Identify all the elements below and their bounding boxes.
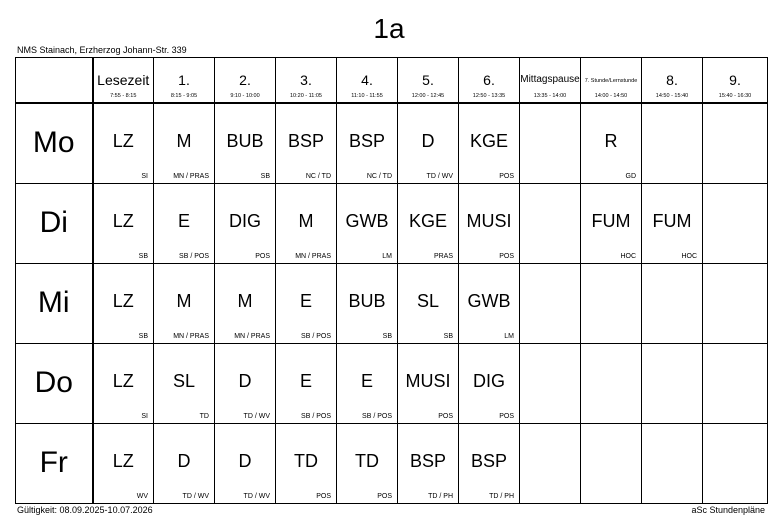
day-label: Mo — [32, 126, 75, 159]
period-name: Lesezeit — [97, 72, 150, 88]
period-time: 12:50 - 13:35 — [472, 93, 506, 99]
lesson-cell — [276, 344, 337, 424]
lesson-teacher: SB / POS — [179, 253, 209, 260]
lesson-teacher: SI — [141, 413, 148, 420]
lesson-cell — [276, 424, 337, 504]
lesson-teacher: HOC — [681, 253, 697, 260]
lesson-subject: M — [176, 291, 192, 311]
lesson-cell — [642, 184, 703, 264]
lesson-cell — [398, 184, 459, 264]
lesson-teacher: SB — [138, 253, 148, 260]
lesson-subject: D — [238, 371, 252, 391]
lesson-teacher: TD / WV — [243, 493, 270, 500]
period-time: 13:35 - 14:00 — [533, 93, 567, 99]
lesson-teacher: SI — [141, 173, 148, 180]
lesson-subject: M — [298, 211, 314, 231]
lesson-cell — [215, 103, 276, 184]
lesson-cell — [337, 184, 398, 264]
lesson-cell — [276, 264, 337, 344]
day-row — [16, 184, 768, 264]
lesson-cell — [459, 264, 520, 344]
lesson-cell — [642, 424, 703, 504]
lesson-teacher: NC / TD — [366, 173, 392, 180]
lesson-teacher: MN / PRAS — [173, 173, 209, 180]
lesson-teacher: MN / PRAS — [173, 333, 209, 340]
period-header — [642, 58, 703, 104]
period-time: 12:00 - 12:45 — [411, 93, 445, 99]
period-time: 14:00 - 14:50 — [594, 93, 628, 99]
period-header — [581, 58, 642, 104]
lesson-teacher: POS — [499, 253, 514, 260]
lesson-cell — [459, 424, 520, 504]
day-label: Mi — [37, 286, 70, 319]
lesson-cell — [520, 264, 581, 344]
lesson-cell — [93, 424, 154, 504]
day-row — [16, 424, 768, 504]
lesson-teacher: MN / PRAS — [234, 333, 270, 340]
lesson-cell — [154, 424, 215, 504]
lesson-cell — [154, 344, 215, 424]
period-time: 7:55 - 8:15 — [110, 93, 137, 99]
lesson-subject: LZ — [112, 211, 134, 231]
lesson-teacher: SB — [260, 173, 270, 180]
lesson-subject: BUB — [226, 131, 264, 151]
lesson-teacher: TD / PH — [428, 493, 453, 500]
lesson-cell — [703, 103, 768, 184]
lesson-subject: SL — [172, 371, 196, 391]
lesson-subject: LZ — [112, 291, 134, 311]
lesson-subject: D — [421, 131, 435, 151]
lesson-teacher: PRAS — [433, 253, 453, 260]
period-name: 7. Stunde/Lernstunde — [584, 78, 638, 84]
period-header — [337, 58, 398, 104]
corner-cell — [16, 58, 93, 104]
lesson-teacher: NC / TD — [305, 173, 331, 180]
lesson-teacher: POS — [499, 413, 514, 420]
lesson-subject: TD — [294, 451, 318, 471]
period-header — [703, 58, 768, 104]
lesson-teacher: GD — [625, 173, 636, 180]
lesson-cell — [276, 103, 337, 184]
timetable-grid — [15, 57, 768, 504]
lesson-cell — [459, 184, 520, 264]
day-cell — [16, 344, 93, 424]
lesson-subject: D — [177, 451, 191, 471]
period-name: 8. — [666, 72, 678, 88]
lesson-cell — [459, 344, 520, 424]
lesson-teacher: SB — [138, 333, 148, 340]
lesson-subject: E — [299, 291, 312, 311]
school-address: NMS Stainach, Erzherzog Johann-Str. 339 — [17, 45, 187, 55]
lesson-cell — [581, 103, 642, 184]
lesson-teacher: MN / PRAS — [295, 253, 331, 260]
lesson-subject: FUM — [591, 211, 631, 231]
lesson-subject: TD — [355, 451, 379, 471]
lesson-teacher: TD / WV — [243, 413, 270, 420]
lesson-teacher: SB — [382, 333, 392, 340]
lesson-subject: R — [604, 131, 618, 151]
period-time: 14:50 - 15:40 — [655, 93, 689, 99]
lesson-cell — [520, 424, 581, 504]
lesson-subject: BSP — [348, 131, 386, 151]
period-time: 9:10 - 10:00 — [230, 93, 260, 99]
period-time: 10:20 - 11:05 — [289, 93, 322, 99]
lesson-subject: E — [360, 371, 373, 391]
lesson-subject: BSP — [287, 131, 325, 151]
lesson-teacher: SB / POS — [362, 413, 392, 420]
lesson-cell — [215, 344, 276, 424]
lesson-cell — [276, 184, 337, 264]
lesson-cell — [642, 344, 703, 424]
lesson-subject: LZ — [112, 451, 134, 471]
lesson-cell — [398, 103, 459, 184]
lesson-cell — [337, 424, 398, 504]
day-cell — [16, 264, 93, 344]
lesson-subject: BSP — [470, 451, 508, 471]
lesson-teacher: TD — [199, 413, 209, 420]
credit-note: aSc Stundenpläne — [691, 505, 765, 515]
period-name: 6. — [483, 72, 495, 88]
period-header — [93, 58, 154, 104]
lesson-cell — [703, 184, 768, 264]
lesson-cell — [154, 264, 215, 344]
lesson-cell — [93, 184, 154, 264]
period-time: 15:40 - 16:30 — [718, 93, 752, 99]
day-label: Fr — [39, 446, 68, 479]
lesson-cell — [581, 344, 642, 424]
lesson-teacher: TD / WV — [426, 173, 453, 180]
lesson-cell — [154, 103, 215, 184]
day-label: Di — [39, 206, 68, 239]
lesson-subject: M — [176, 131, 192, 151]
period-time: 8:15 - 9:05 — [170, 93, 198, 99]
lesson-subject: BSP — [409, 451, 447, 471]
lesson-cell — [93, 344, 154, 424]
lesson-subject: E — [177, 211, 190, 231]
period-name: 5. — [422, 72, 434, 88]
lesson-cell — [703, 424, 768, 504]
lesson-cell — [520, 103, 581, 184]
lesson-cell — [215, 264, 276, 344]
lesson-subject: MUSI — [466, 211, 512, 231]
period-header — [520, 58, 581, 104]
lesson-teacher: LM — [382, 253, 392, 260]
lesson-cell — [703, 264, 768, 344]
period-name: Mittagspause — [520, 74, 580, 85]
period-header — [154, 58, 215, 104]
period-header — [276, 58, 337, 104]
lesson-teacher: SB — [443, 333, 453, 340]
lesson-teacher: SB / POS — [301, 333, 331, 340]
lesson-subject: LZ — [112, 131, 134, 151]
lesson-cell — [93, 264, 154, 344]
lesson-teacher: SB / POS — [301, 413, 331, 420]
lesson-subject: GWB — [345, 211, 389, 231]
lesson-subject: LZ — [112, 371, 134, 391]
lesson-cell — [337, 264, 398, 344]
day-row — [16, 103, 768, 184]
lesson-subject: KGE — [469, 131, 508, 151]
lesson-cell — [642, 264, 703, 344]
lesson-cell — [581, 264, 642, 344]
lesson-subject: E — [299, 371, 312, 391]
day-cell — [16, 424, 93, 504]
lesson-subject: MUSI — [405, 371, 451, 391]
period-name: 9. — [729, 72, 741, 88]
lesson-teacher: POS — [316, 493, 331, 500]
lesson-teacher: POS — [499, 173, 514, 180]
timetable-title: 1a — [373, 13, 405, 44]
lesson-teacher: HOC — [620, 253, 636, 260]
lesson-subject: FUM — [652, 211, 692, 231]
lesson-teacher: POS — [377, 493, 392, 500]
lesson-subject: GWB — [467, 291, 511, 311]
period-header-row — [16, 58, 768, 104]
lesson-cell — [581, 424, 642, 504]
lesson-subject: SL — [416, 291, 440, 311]
validity-note: Gültigkeit: 08.09.2025-10.07.2026 — [17, 505, 153, 515]
lesson-teacher: POS — [438, 413, 453, 420]
lesson-cell — [215, 424, 276, 504]
period-header — [215, 58, 276, 104]
lesson-teacher: POS — [255, 253, 270, 260]
period-time: 11:10 - 11:55 — [351, 93, 383, 99]
lesson-subject: DIG — [228, 211, 261, 231]
lesson-cell — [215, 184, 276, 264]
lesson-cell — [398, 344, 459, 424]
period-header — [459, 58, 520, 104]
lesson-cell — [398, 264, 459, 344]
day-cell — [16, 103, 93, 184]
period-name: 1. — [178, 72, 190, 88]
lesson-subject: BUB — [348, 291, 386, 311]
period-name: 2. — [239, 72, 251, 88]
lesson-teacher: WV — [136, 493, 148, 500]
period-name: 4. — [361, 72, 373, 88]
period-header — [398, 58, 459, 104]
period-name: 3. — [300, 72, 312, 88]
lesson-cell — [520, 184, 581, 264]
day-label: Do — [34, 366, 73, 399]
day-row — [16, 344, 768, 424]
lesson-cell — [703, 344, 768, 424]
lesson-cell — [337, 103, 398, 184]
lesson-cell — [520, 344, 581, 424]
lesson-subject: D — [238, 451, 252, 471]
day-row — [16, 264, 768, 344]
lesson-cell — [459, 103, 520, 184]
lesson-cell — [581, 184, 642, 264]
lesson-cell — [93, 103, 154, 184]
lesson-cell — [154, 184, 215, 264]
lesson-cell — [337, 344, 398, 424]
lesson-teacher: TD / PH — [489, 493, 514, 500]
lesson-subject: DIG — [472, 371, 505, 391]
lesson-teacher: TD / WV — [182, 493, 209, 500]
lesson-cell — [398, 424, 459, 504]
lesson-subject: M — [237, 291, 253, 311]
lesson-subject: KGE — [408, 211, 447, 231]
lesson-cell — [642, 103, 703, 184]
day-cell — [16, 184, 93, 264]
lesson-teacher: LM — [504, 333, 514, 340]
